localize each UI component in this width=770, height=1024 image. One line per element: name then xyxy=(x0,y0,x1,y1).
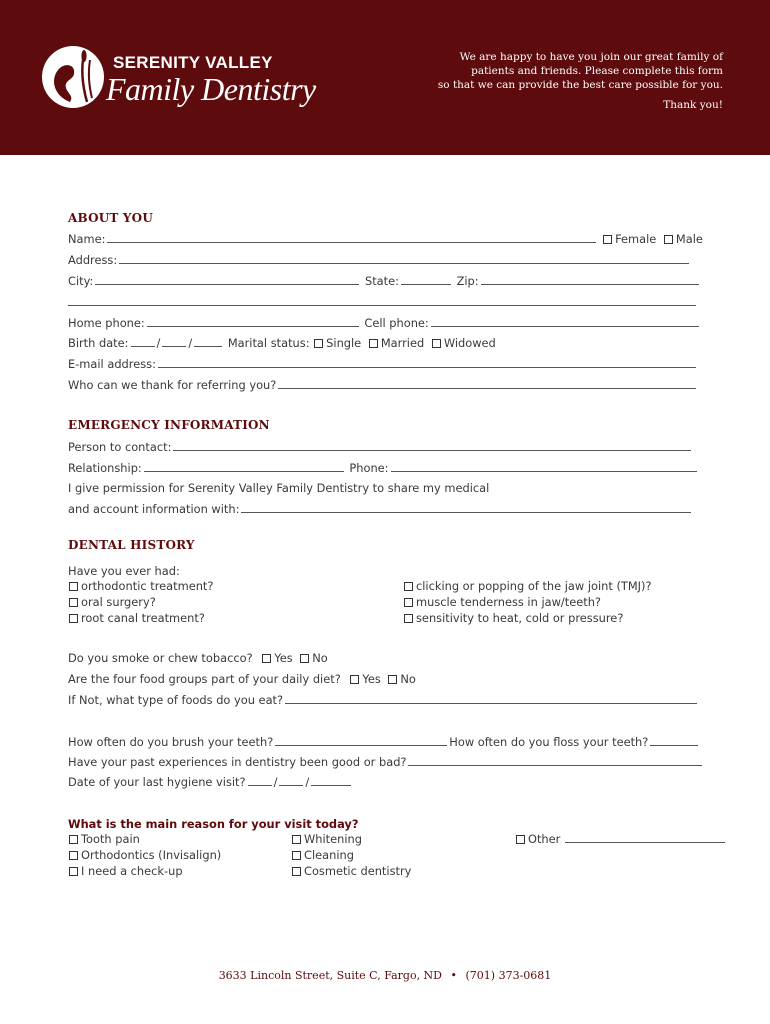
contact-field[interactable] xyxy=(173,440,691,451)
hygiene-row: Date of your last hygiene visit? / / xyxy=(68,775,353,789)
experience-row xyxy=(68,755,704,769)
reason-option-other xyxy=(515,832,727,846)
permission-with-field[interactable] xyxy=(241,502,691,513)
marital-status-label: Marital status: xyxy=(227,336,310,350)
birth-year-field[interactable] xyxy=(194,336,222,347)
reason-option xyxy=(291,848,354,862)
foods-question: If Not, what type of foods do you eat? xyxy=(68,693,284,707)
contact-row xyxy=(68,440,693,454)
oral-surgery-checkbox[interactable] xyxy=(69,598,78,607)
reason-label: Cosmetic dentistry xyxy=(304,864,412,878)
permission-row xyxy=(68,481,489,495)
cell-phone-field[interactable] xyxy=(431,316,699,327)
permission-with-label: and account information with: xyxy=(68,502,240,516)
footer-contact xyxy=(0,969,770,982)
cell-phone-label: Cell phone: xyxy=(364,316,429,330)
have-you-had-label: Have you ever had: xyxy=(68,564,180,578)
root-canal-checkbox[interactable] xyxy=(69,614,78,623)
email-row xyxy=(68,357,698,371)
emergency-heading: EMERGENCY INFORMATION xyxy=(68,418,270,432)
widowed-checkbox[interactable] xyxy=(432,339,441,348)
reason-option xyxy=(291,832,362,846)
hygiene-question: Date of your last hygiene visit? xyxy=(68,775,246,789)
food-groups-question: Are the four food groups part of your daily diet? xyxy=(68,672,341,686)
cosmetic-checkbox[interactable] xyxy=(292,867,301,876)
food-groups-row xyxy=(68,672,419,686)
relationship-label: Relationship: xyxy=(68,461,142,475)
referral-row xyxy=(68,378,698,392)
permission-text: I give permission for Serenity Valley Family Dentistry to share my medical xyxy=(68,481,490,495)
married-checkbox[interactable] xyxy=(369,339,378,348)
widowed-label: Widowed xyxy=(443,336,496,350)
relationship-row xyxy=(68,461,699,475)
cleaning-checkbox[interactable] xyxy=(292,851,301,860)
referral-label: Who can we thank for referring you? xyxy=(68,378,277,392)
check-up-checkbox[interactable] xyxy=(69,867,78,876)
no-label: No xyxy=(400,672,416,686)
thank-you-text: Thank you! xyxy=(663,99,723,111)
smoke-no-checkbox[interactable] xyxy=(300,654,309,663)
reason-label: Orthodontics (Invisalign) xyxy=(81,848,222,862)
female-checkbox[interactable] xyxy=(603,235,612,244)
foods-row xyxy=(68,693,699,707)
email-field[interactable] xyxy=(158,357,696,368)
no-label: No xyxy=(312,651,328,665)
hygiene-year-field[interactable] xyxy=(311,775,351,786)
history-item-label: oral surgery? xyxy=(81,595,156,609)
contact-label: Person to contact: xyxy=(68,440,172,454)
brush-question: How often do you brush your teeth? xyxy=(68,735,274,749)
history-item-label: orthodontic treatment? xyxy=(81,579,214,593)
home-phone-field[interactable] xyxy=(147,316,359,327)
phone-row xyxy=(68,316,701,330)
welcome-line: so that we can provide the best care possible for you. xyxy=(437,79,723,91)
swan-logo-icon xyxy=(40,44,106,110)
experience-question: Have your past experiences in dentistry been good or bad? xyxy=(68,755,407,769)
address-row xyxy=(68,253,691,267)
welcome-message xyxy=(403,50,723,112)
address-extra-row xyxy=(68,295,698,309)
floss-field[interactable] xyxy=(650,735,698,746)
history-item xyxy=(403,611,623,625)
other-checkbox[interactable] xyxy=(516,835,525,844)
zip-field[interactable] xyxy=(481,274,699,285)
relationship-field[interactable] xyxy=(144,461,344,472)
history-item-label: sensitivity to heat, cold or pressure? xyxy=(416,611,624,625)
single-label: Single xyxy=(326,336,362,350)
smoke-row xyxy=(68,651,331,665)
city-field[interactable] xyxy=(95,274,359,285)
name-field[interactable] xyxy=(107,232,596,243)
brush-floss-row xyxy=(68,735,700,749)
history-item xyxy=(403,595,601,609)
address-field[interactable] xyxy=(119,253,689,264)
other-field[interactable] xyxy=(565,832,725,843)
referral-field[interactable] xyxy=(278,378,696,389)
brand-name-bottom: Family Dentistry xyxy=(106,71,316,107)
food-no-checkbox[interactable] xyxy=(388,675,397,684)
reason-label: I need a check-up xyxy=(81,864,183,878)
other-label: Other xyxy=(528,832,561,846)
single-checkbox[interactable] xyxy=(314,339,323,348)
footer-bullet: • xyxy=(450,969,458,982)
permission-with-row xyxy=(68,502,693,516)
food-yes-checkbox[interactable] xyxy=(350,675,359,684)
address-extra-field[interactable] xyxy=(68,295,696,306)
home-phone-label: Home phone: xyxy=(68,316,145,330)
hygiene-day-field[interactable] xyxy=(279,775,303,786)
city-row xyxy=(68,274,701,288)
history-item xyxy=(68,611,205,625)
reason-label: Whitening xyxy=(304,832,362,846)
dental-history-heading: DENTAL HISTORY xyxy=(68,538,195,552)
yes-label: Yes xyxy=(362,672,381,686)
emergency-phone-label: Phone: xyxy=(349,461,389,475)
smoke-question: Do you smoke or chew tobacco? xyxy=(68,651,253,665)
emergency-phone-field[interactable] xyxy=(391,461,697,472)
hygiene-month-field[interactable] xyxy=(248,775,272,786)
name-row xyxy=(68,232,706,246)
header-banner xyxy=(0,0,770,155)
address-label: Address: xyxy=(68,253,118,267)
reason-option xyxy=(68,832,140,846)
muscle-tenderness-checkbox[interactable] xyxy=(404,598,413,607)
birth-month-field[interactable] xyxy=(131,336,155,347)
history-item-label: root canal treatment? xyxy=(81,611,205,625)
footer-address: 3633 Lincoln Street, Suite C, Fargo, ND xyxy=(218,969,443,982)
orthodontic-checkbox[interactable] xyxy=(69,582,78,591)
zip-label: Zip: xyxy=(456,274,479,288)
state-label: State: xyxy=(364,274,399,288)
foods-field[interactable] xyxy=(285,693,697,704)
male-checkbox[interactable] xyxy=(664,235,673,244)
birth-date-label: Birth date: xyxy=(68,336,129,350)
state-field[interactable] xyxy=(401,274,451,285)
floss-question: How often do you floss your teeth? xyxy=(449,735,649,749)
about-you-heading: ABOUT YOU xyxy=(68,211,153,225)
reason-label: Cleaning xyxy=(304,848,354,862)
city-label: City: xyxy=(68,274,94,288)
birth-day-field[interactable] xyxy=(162,336,186,347)
tmj-checkbox[interactable] xyxy=(404,582,413,591)
welcome-line: We are happy to have you join our great family of xyxy=(459,51,723,63)
name-label: Name: xyxy=(68,232,106,246)
married-label: Married xyxy=(380,336,425,350)
footer-phone: (701) 373-0681 xyxy=(465,969,552,982)
female-label: Female xyxy=(615,232,657,246)
reason-label: Tooth pain xyxy=(81,832,140,846)
sensitivity-checkbox[interactable] xyxy=(404,614,413,623)
birth-marital-row: Birth date: / / Marital status: Single Married Widowed xyxy=(68,336,496,350)
history-item xyxy=(68,595,156,609)
history-item xyxy=(403,579,652,593)
reason-option xyxy=(291,864,411,878)
history-item xyxy=(68,579,213,593)
experience-field[interactable] xyxy=(408,755,702,766)
male-label: Male xyxy=(675,232,703,246)
visit-reason-heading: What is the main reason for your visit today? xyxy=(68,817,359,831)
whitening-checkbox[interactable] xyxy=(292,835,301,844)
brush-field[interactable] xyxy=(275,735,447,746)
welcome-line: patients and friends. Please complete this form xyxy=(471,65,723,77)
orthodontics-checkbox[interactable] xyxy=(69,851,78,860)
brand-name-top: SERENITY VALLEY xyxy=(113,53,273,72)
reason-option xyxy=(68,864,183,878)
reason-option xyxy=(68,848,221,862)
history-item-label: clicking or popping of the jaw joint (TMJ)? xyxy=(416,579,652,593)
yes-label: Yes xyxy=(274,651,293,665)
tooth-pain-checkbox[interactable] xyxy=(69,835,78,844)
email-label: E-mail address: xyxy=(68,357,156,371)
smoke-yes-checkbox[interactable] xyxy=(262,654,271,663)
history-item-label: muscle tenderness in jaw/teeth? xyxy=(416,595,601,609)
